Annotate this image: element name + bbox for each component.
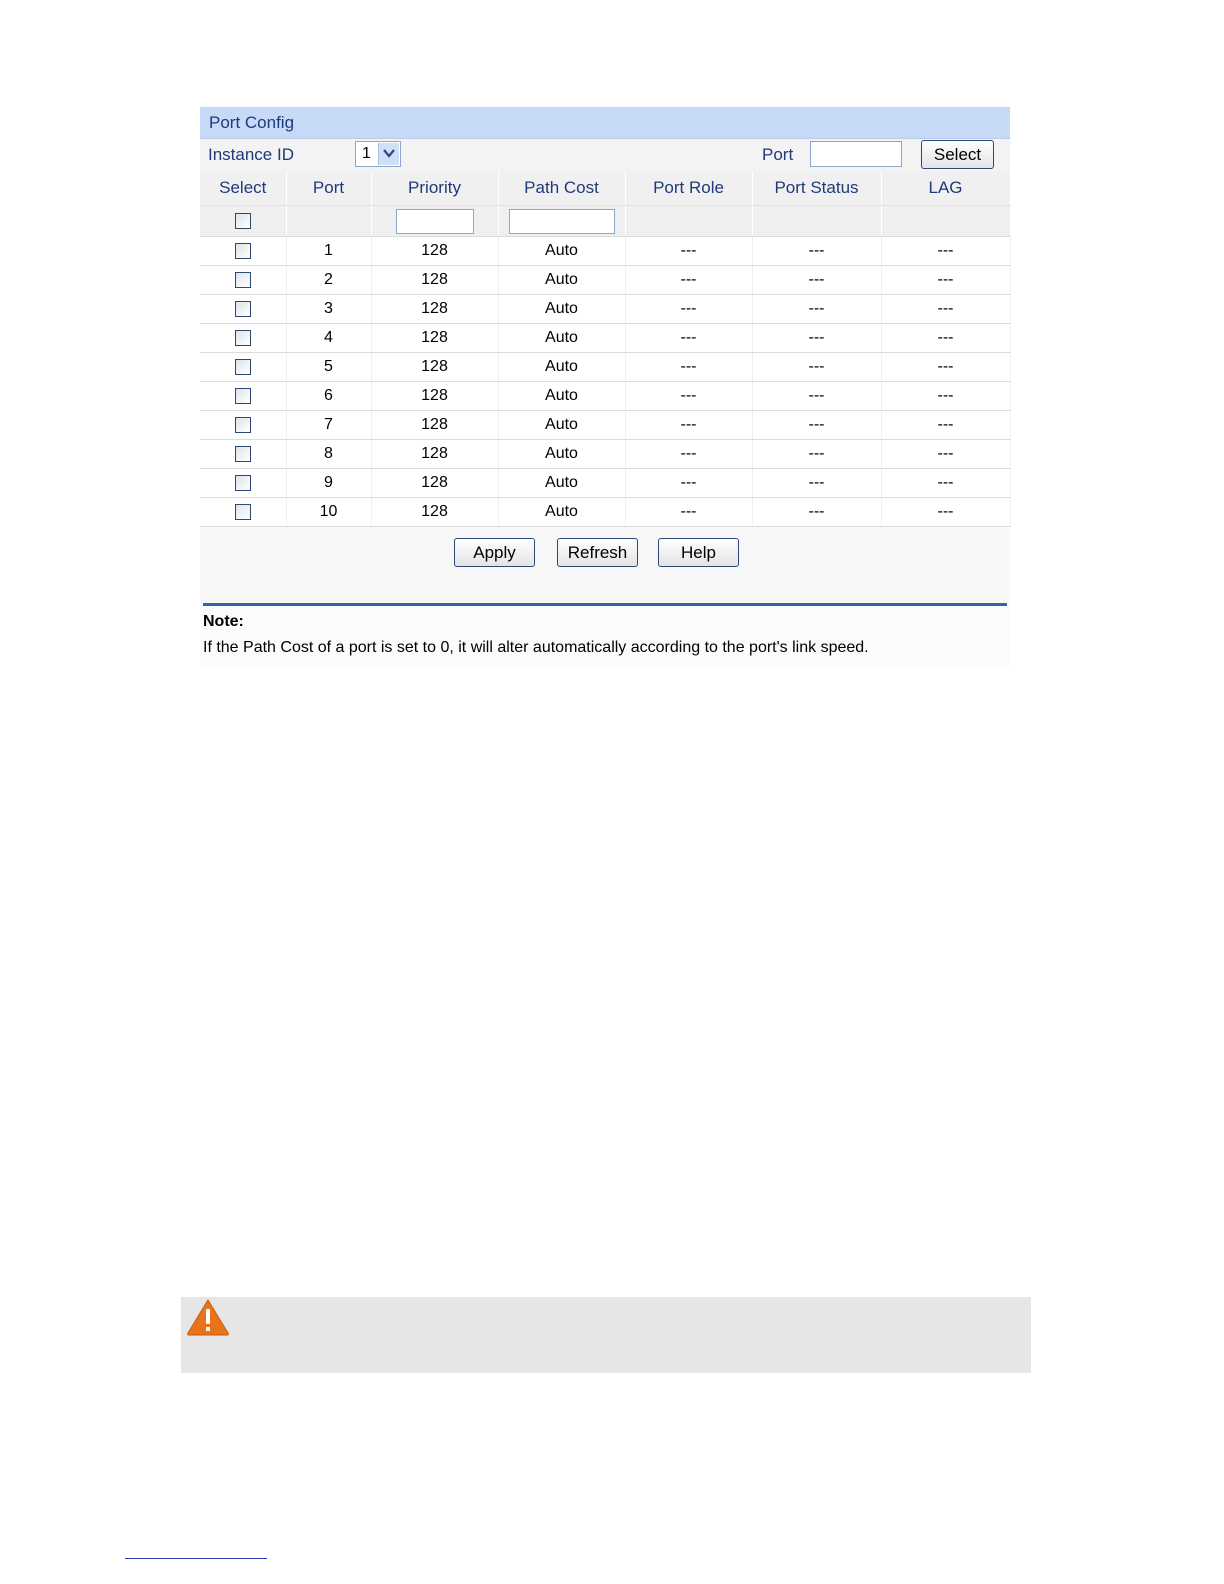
- header-priority: Priority: [371, 171, 498, 206]
- row-checkbox[interactable]: [235, 417, 251, 433]
- cell-path-cost: Auto: [498, 295, 625, 324]
- cell-port-role: ---: [625, 324, 752, 353]
- row-checkbox[interactable]: [235, 446, 251, 462]
- table-header: [200, 171, 1010, 206]
- table-row: [200, 469, 1010, 498]
- cell-lag: ---: [881, 411, 1010, 440]
- cell-port: 8: [286, 440, 371, 469]
- port-table: [200, 171, 1011, 527]
- table-row: [200, 237, 1010, 266]
- header-path-cost: Path Cost: [498, 171, 625, 206]
- apply-button[interactable]: Apply: [454, 538, 535, 567]
- refresh-button[interactable]: Refresh: [557, 538, 638, 567]
- cell-port-status: ---: [752, 469, 881, 498]
- cell-path-cost: Auto: [498, 411, 625, 440]
- instance-row: [200, 139, 1010, 171]
- cell-port-role: ---: [625, 237, 752, 266]
- cell-port: 3: [286, 295, 371, 324]
- cell-port: 1: [286, 237, 371, 266]
- cell-port-role: ---: [625, 498, 752, 527]
- cell-path-cost: Auto: [498, 440, 625, 469]
- header-port-status: Port Status: [752, 171, 881, 206]
- cell-port-status: ---: [752, 353, 881, 382]
- row-checkbox[interactable]: [235, 475, 251, 491]
- cell-priority: 128: [371, 324, 498, 353]
- cell-priority: 128: [371, 440, 498, 469]
- table-row: [200, 353, 1010, 382]
- table-row: [200, 498, 1010, 527]
- note-text: If the Path Cost of a port is set to 0, it will alter automatically according to the port's link speed.: [203, 639, 869, 656]
- cell-port: 2: [286, 266, 371, 295]
- row-checkbox[interactable]: [235, 272, 251, 288]
- cell-path-cost: Auto: [498, 266, 625, 295]
- cell-path-cost: Auto: [498, 469, 625, 498]
- cell-port-role: ---: [625, 469, 752, 498]
- cell-port-role: ---: [625, 266, 752, 295]
- cell-path-cost: Auto: [498, 324, 625, 353]
- warning-box: [181, 1297, 1031, 1373]
- cell-port: 7: [286, 411, 371, 440]
- warning-icon: [186, 1298, 230, 1341]
- cell-lag: ---: [881, 498, 1010, 527]
- cell-lag: ---: [881, 469, 1010, 498]
- port-config-panel: [200, 107, 1010, 667]
- cell-port-status: ---: [752, 411, 881, 440]
- header-port-role: Port Role: [625, 171, 752, 206]
- cell-priority: 128: [371, 498, 498, 527]
- row-checkbox[interactable]: [235, 388, 251, 404]
- table-row: [200, 411, 1010, 440]
- cell-port-status: ---: [752, 266, 881, 295]
- port-label: Port: [762, 145, 794, 164]
- cell-port-role: ---: [625, 440, 752, 469]
- cell-port-status: ---: [752, 295, 881, 324]
- priority-input[interactable]: [396, 209, 474, 234]
- cell-port-role: ---: [625, 353, 752, 382]
- row-checkbox[interactable]: [235, 243, 251, 259]
- note-section: [200, 603, 1010, 667]
- cell-priority: 128: [371, 469, 498, 498]
- instance-id-select[interactable]: [355, 141, 401, 167]
- action-buttons: [200, 527, 1010, 603]
- header-select: Select: [200, 171, 286, 206]
- cell-port: 4: [286, 324, 371, 353]
- cell-lag: ---: [881, 324, 1010, 353]
- select-button[interactable]: Select: [921, 140, 994, 169]
- cell-lag: ---: [881, 295, 1010, 324]
- cell-port-status: ---: [752, 498, 881, 527]
- cell-port-role: ---: [625, 382, 752, 411]
- row-checkbox[interactable]: [235, 301, 251, 317]
- cell-priority: 128: [371, 411, 498, 440]
- cell-lag: ---: [881, 353, 1010, 382]
- cell-path-cost: Auto: [498, 498, 625, 527]
- cell-lag: ---: [881, 382, 1010, 411]
- cell-port: 10: [286, 498, 371, 527]
- header-lag: LAG: [881, 171, 1010, 206]
- cell-lag: ---: [881, 440, 1010, 469]
- cell-path-cost: Auto: [498, 353, 625, 382]
- edit-row: [200, 206, 1010, 237]
- table-row: [200, 295, 1010, 324]
- panel-title: Port Config: [200, 107, 1010, 139]
- row-checkbox[interactable]: [235, 359, 251, 375]
- note-divider: [203, 603, 1007, 606]
- header-port: Port: [286, 171, 371, 206]
- cell-port-status: ---: [752, 324, 881, 353]
- cell-lag: ---: [881, 266, 1010, 295]
- cell-port: 9: [286, 469, 371, 498]
- cell-port-status: ---: [752, 382, 881, 411]
- cell-port-status: ---: [752, 237, 881, 266]
- table-row: [200, 382, 1010, 411]
- instance-id-label: Instance ID: [208, 145, 294, 164]
- cell-priority: 128: [371, 295, 498, 324]
- row-checkbox[interactable]: [235, 330, 251, 346]
- cell-lag: ---: [881, 237, 1010, 266]
- path-cost-input[interactable]: [509, 209, 615, 234]
- cell-priority: 128: [371, 353, 498, 382]
- port-input[interactable]: [810, 141, 902, 167]
- cell-port-role: ---: [625, 411, 752, 440]
- note-title: Note:: [203, 613, 244, 630]
- footer-divider: [125, 1558, 267, 1559]
- chevron-down-icon[interactable]: [378, 143, 399, 165]
- cell-port: 5: [286, 353, 371, 382]
- select-all-checkbox[interactable]: [235, 213, 251, 229]
- help-button[interactable]: Help: [658, 538, 739, 567]
- cell-port-status: ---: [752, 440, 881, 469]
- table-row: [200, 266, 1010, 295]
- cell-path-cost: Auto: [498, 237, 625, 266]
- cell-port: 6: [286, 382, 371, 411]
- table-row: [200, 440, 1010, 469]
- table-row: [200, 324, 1010, 353]
- cell-priority: 128: [371, 266, 498, 295]
- row-checkbox[interactable]: [235, 504, 251, 520]
- instance-id-value: 1: [362, 145, 371, 162]
- cell-port-role: ---: [625, 295, 752, 324]
- cell-priority: 128: [371, 237, 498, 266]
- cell-path-cost: Auto: [498, 382, 625, 411]
- cell-priority: 128: [371, 382, 498, 411]
